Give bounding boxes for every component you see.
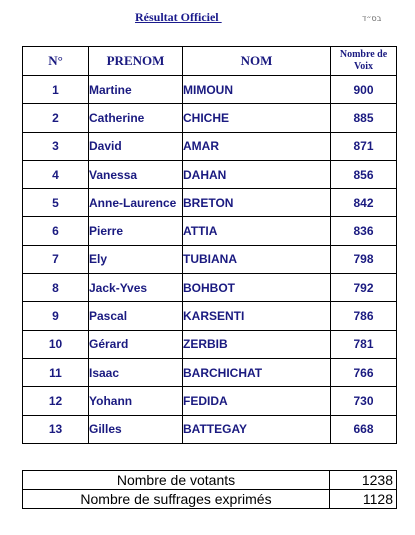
cell-prenom: Yohann — [89, 387, 183, 415]
cell-nom: BATTEGAY — [183, 415, 331, 443]
cell-voix: 792 — [331, 274, 397, 302]
cell-nom: ZERBIB — [183, 330, 331, 358]
results-body — [23, 76, 397, 444]
cell-num: 1 — [23, 76, 89, 104]
cell-voix: 842 — [331, 189, 397, 217]
votants-label: Nombre de votants — [23, 471, 330, 490]
votants-value: 1238 — [330, 471, 397, 490]
cell-num: 11 — [23, 358, 89, 386]
table-row — [23, 358, 397, 386]
cell-nom: CHICHE — [183, 104, 331, 132]
summary-table — [22, 470, 397, 509]
cell-prenom: Anne-Laurence — [89, 189, 183, 217]
exprimes-value: 1128 — [330, 490, 397, 509]
cell-voix: 900 — [331, 76, 397, 104]
cell-nom: MIMOUN — [183, 76, 331, 104]
cell-num: 6 — [23, 217, 89, 245]
cell-prenom: Vanessa — [89, 160, 183, 188]
cell-num: 13 — [23, 415, 89, 443]
corner-mark: בס״ד — [362, 14, 382, 23]
table-row — [23, 132, 397, 160]
cell-num: 7 — [23, 245, 89, 273]
summary-row-votants — [23, 471, 397, 490]
cell-voix: 781 — [331, 330, 397, 358]
cell-prenom: Jack-Yves — [89, 274, 183, 302]
cell-voix: 766 — [331, 358, 397, 386]
table-row — [23, 76, 397, 104]
cell-num: 3 — [23, 132, 89, 160]
table-row — [23, 330, 397, 358]
cell-prenom: Ely — [89, 245, 183, 273]
table-row — [23, 387, 397, 415]
cell-prenom: Pascal — [89, 302, 183, 330]
column-header-prenom: PRENOM — [89, 47, 183, 76]
cell-num: 8 — [23, 274, 89, 302]
cell-prenom: Gilles — [89, 415, 183, 443]
cell-voix: 871 — [331, 132, 397, 160]
cell-voix: 856 — [331, 160, 397, 188]
cell-num: 4 — [23, 160, 89, 188]
cell-nom: AMAR — [183, 132, 331, 160]
cell-num: 2 — [23, 104, 89, 132]
cell-num: 12 — [23, 387, 89, 415]
results-table — [22, 46, 397, 444]
cell-prenom: Martine — [89, 76, 183, 104]
table-header-row — [23, 47, 397, 76]
table-row — [23, 302, 397, 330]
cell-voix: 836 — [331, 217, 397, 245]
cell-prenom: Gérard — [89, 330, 183, 358]
column-header-num: N° — [23, 47, 89, 76]
cell-prenom: Pierre — [89, 217, 183, 245]
table-row — [23, 245, 397, 273]
summary-row-exprimes — [23, 490, 397, 509]
cell-num: 5 — [23, 189, 89, 217]
cell-voix: 668 — [331, 415, 397, 443]
cell-nom: DAHAN — [183, 160, 331, 188]
cell-prenom: Isaac — [89, 358, 183, 386]
cell-num: 9 — [23, 302, 89, 330]
page-title: Résultat Officiel — [135, 10, 222, 24]
cell-nom: BOHBOT — [183, 274, 331, 302]
cell-prenom: David — [89, 132, 183, 160]
cell-nom: FEDIDA — [183, 387, 331, 415]
cell-voix: 786 — [331, 302, 397, 330]
cell-nom: TUBIANA — [183, 245, 331, 273]
table-row — [23, 217, 397, 245]
table-row — [23, 160, 397, 188]
column-header-voix: Nombre de Voix — [331, 47, 397, 76]
table-row — [23, 274, 397, 302]
cell-nom: KARSENTI — [183, 302, 331, 330]
table-row — [23, 189, 397, 217]
cell-voix: 885 — [331, 104, 397, 132]
table-row — [23, 104, 397, 132]
cell-nom: ATTIA — [183, 217, 331, 245]
cell-nom: BARCHICHAT — [183, 358, 331, 386]
exprimes-label: Nombre de suffrages exprimés — [23, 490, 330, 509]
cell-voix: 730 — [331, 387, 397, 415]
cell-prenom: Catherine — [89, 104, 183, 132]
table-row — [23, 415, 397, 443]
cell-voix: 798 — [331, 245, 397, 273]
cell-num: 10 — [23, 330, 89, 358]
column-header-nom: NOM — [183, 47, 331, 76]
cell-nom: BRETON — [183, 189, 331, 217]
